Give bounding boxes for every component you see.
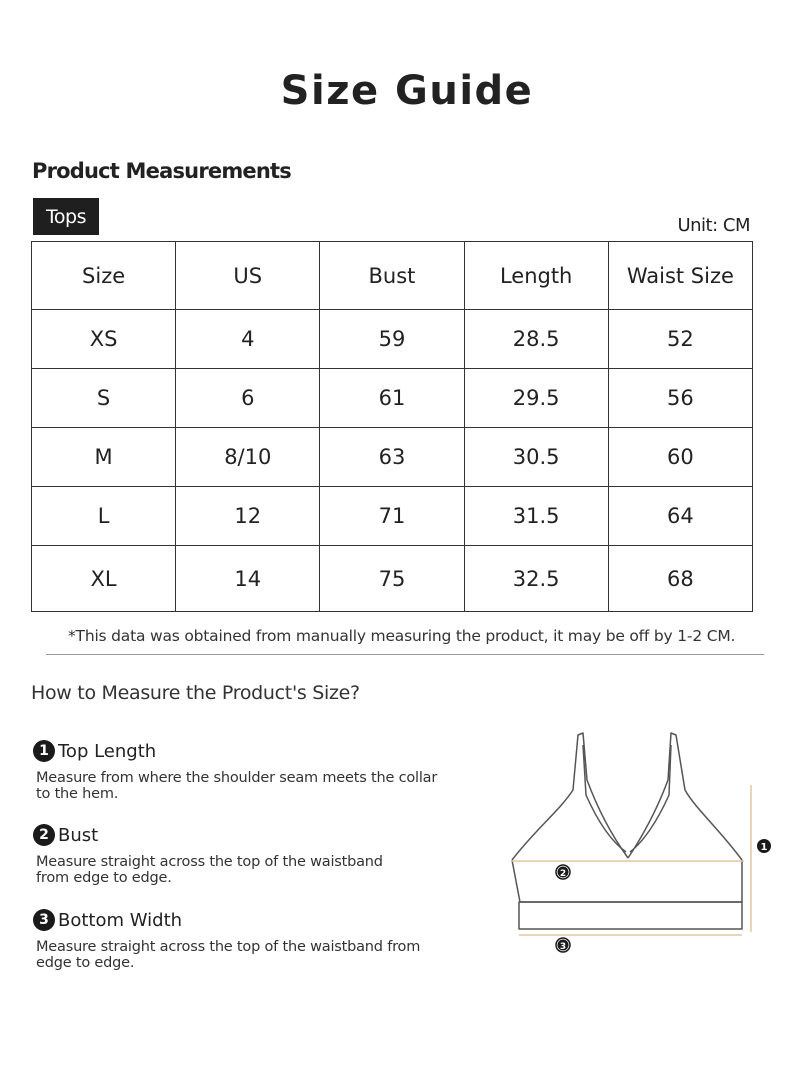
step-description: Measure straight across the top of the waistband from edge to edge. (36, 854, 383, 886)
header-length: Length (464, 242, 608, 310)
step-head (33, 740, 473, 762)
table-cell: 60 (608, 428, 752, 487)
number-three-icon: 3 (33, 909, 55, 931)
header-size: Size (32, 242, 176, 310)
table-cell: 29.5 (464, 369, 608, 428)
header-waist-size: Waist Size (608, 242, 752, 310)
size-table (31, 241, 753, 612)
page-title: Size Guide (280, 68, 534, 114)
table-cell: 56 (608, 369, 752, 428)
svg-text:2: 2 (559, 869, 567, 879)
table-cell: 12 (176, 487, 320, 546)
header-bust: Bust (320, 242, 464, 310)
marker-two-icon (556, 865, 570, 879)
number-one-icon: 1 (33, 740, 55, 762)
table-cell: 63 (320, 428, 464, 487)
marker-three-icon (556, 938, 570, 952)
svg-text:3: 3 (559, 942, 567, 952)
table-cell: 61 (320, 369, 464, 428)
step-description: Measure straight across the top of the waistband from edge to edge. (36, 939, 421, 971)
step-bottom-width (33, 909, 473, 971)
category-tag: Tops (33, 198, 99, 235)
table-row (32, 428, 753, 487)
table-cell: S (32, 369, 176, 428)
table-cell: 6 (176, 369, 320, 428)
step-head (33, 909, 473, 931)
table-cell: XL (32, 546, 176, 612)
step-label: Bust (58, 824, 99, 846)
bra-outline-icon (512, 733, 742, 929)
table-cell: M (32, 428, 176, 487)
table-cell: 68 (608, 546, 752, 612)
svg-text:1: 1 (760, 842, 768, 853)
marker-one-icon (757, 839, 771, 853)
table-cell: 28.5 (464, 310, 608, 369)
table-cell: 14 (176, 546, 320, 612)
table-cell: XS (32, 310, 176, 369)
table-header-row (32, 242, 753, 310)
step-bust (33, 824, 473, 886)
table-cell: 30.5 (464, 428, 608, 487)
divider (46, 654, 764, 655)
number-two-icon: 2 (33, 824, 55, 846)
table-row (32, 310, 753, 369)
table-cell: 8/10 (176, 428, 320, 487)
step-top-length (33, 740, 473, 802)
table-cell: 52 (608, 310, 752, 369)
step-head (33, 824, 473, 846)
table-cell: 59 (320, 310, 464, 369)
step-label: Bottom Width (58, 909, 183, 931)
table-cell: 64 (608, 487, 752, 546)
table-cell: 4 (176, 310, 320, 369)
step-description: Measure from where the shoulder seam meets the collar to the hem. (36, 770, 438, 802)
table-cell: 31.5 (464, 487, 608, 546)
bra-diagram (500, 725, 790, 965)
unit-label: Unit: CM (677, 215, 750, 236)
section-title: Product Measurements (32, 159, 291, 183)
header-us: US (176, 242, 320, 310)
table-cell: 32.5 (464, 546, 608, 612)
how-to-title: How to Measure the Product's Size? (31, 682, 360, 704)
table-row (32, 546, 753, 612)
table-cell: 75 (320, 546, 464, 612)
table-cell: L (32, 487, 176, 546)
table-cell: 71 (320, 487, 464, 546)
table-row (32, 369, 753, 428)
table-row (32, 487, 753, 546)
step-label: Top Length (58, 740, 157, 762)
measurement-note: *This data was obtained from manually measuring the product, it may be off by 1-2 CM. (68, 627, 736, 645)
